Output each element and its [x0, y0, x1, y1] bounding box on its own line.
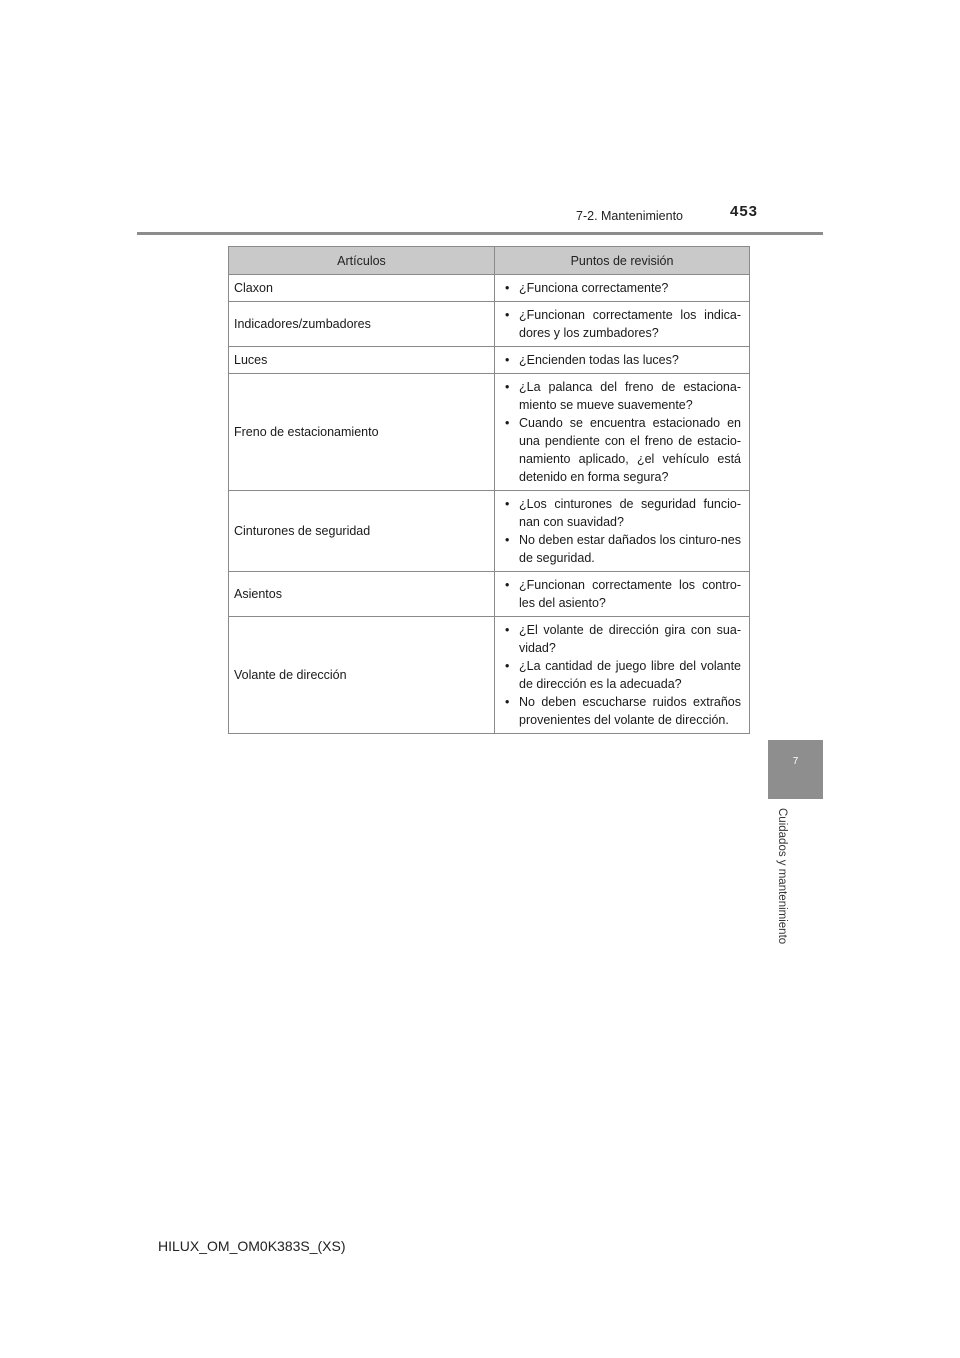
table-row	[229, 275, 750, 302]
table-header-row	[229, 247, 750, 275]
check-point: • No deben escucharse ruidos extraños provenientes del volante de dirección.	[505, 693, 741, 729]
table-row	[229, 347, 750, 374]
table-row	[229, 374, 750, 491]
points-cell	[495, 617, 750, 734]
table-row	[229, 572, 750, 617]
check-point: • ¿Los cinturones de seguridad funcio-nan con suavidad?	[505, 495, 741, 531]
item-cell: Luces	[229, 347, 495, 374]
check-point: • No deben estar dañados los cinturo-nes de seguridad.	[505, 531, 741, 567]
points-cell	[495, 374, 750, 491]
check-points-list	[505, 378, 741, 486]
page-number: 453	[730, 203, 759, 220]
column-header-check-points: Puntos de revisión	[495, 247, 750, 275]
points-cell	[495, 275, 750, 302]
check-points-list	[505, 279, 741, 297]
chapter-tab	[768, 740, 823, 799]
points-cell	[495, 572, 750, 617]
check-point: • ¿El volante de dirección gira con sua-vidad?	[505, 621, 741, 657]
table-row	[229, 491, 750, 572]
check-point: • ¿Encienden todas las luces?	[505, 351, 741, 369]
check-point: • Cuando se encuentra estacionado en una pendiente con el freno de estacio-namiento aplicado, ¿el vehículo está detenido en forma segura?	[505, 414, 741, 486]
check-points-list	[505, 351, 741, 369]
item-cell: Freno de estacionamiento	[229, 374, 495, 491]
check-points-list	[505, 576, 741, 612]
check-point: • ¿Funcionan correctamente los indica-dores y los zumbadores?	[505, 306, 741, 342]
points-cell	[495, 491, 750, 572]
table-row	[229, 617, 750, 734]
check-points-list	[505, 621, 741, 729]
check-points-list	[505, 495, 741, 567]
item-cell: Volante de dirección	[229, 617, 495, 734]
item-cell: Cinturones de seguridad	[229, 491, 495, 572]
check-point: • ¿La cantidad de juego libre del volante de dirección es la adecuada?	[505, 657, 741, 693]
maintenance-check-table	[228, 246, 750, 734]
item-cell: Asientos	[229, 572, 495, 617]
item-cell: Claxon	[229, 275, 495, 302]
chapter-title: Cuidados y mantenimiento	[776, 808, 788, 945]
check-point: • ¿La palanca del freno de estaciona-miento se mueve suavemente?	[505, 378, 741, 414]
column-header-items: Artículos	[229, 247, 495, 275]
section-title: 7-2. Mantenimiento	[576, 209, 684, 223]
check-points-list	[505, 306, 741, 342]
header-rule	[137, 232, 823, 235]
points-cell	[495, 347, 750, 374]
points-cell	[495, 302, 750, 347]
check-point: • ¿Funcionan correctamente los contro-les del asiento?	[505, 576, 741, 612]
item-cell: Indicadores/zumbadores	[229, 302, 495, 347]
chapter-number: 7	[792, 756, 799, 767]
check-point: • ¿Funciona correctamente?	[505, 279, 741, 297]
manual-id: HILUX_OM_OM0K383S_(XS)	[158, 1238, 346, 1254]
table-row	[229, 302, 750, 347]
